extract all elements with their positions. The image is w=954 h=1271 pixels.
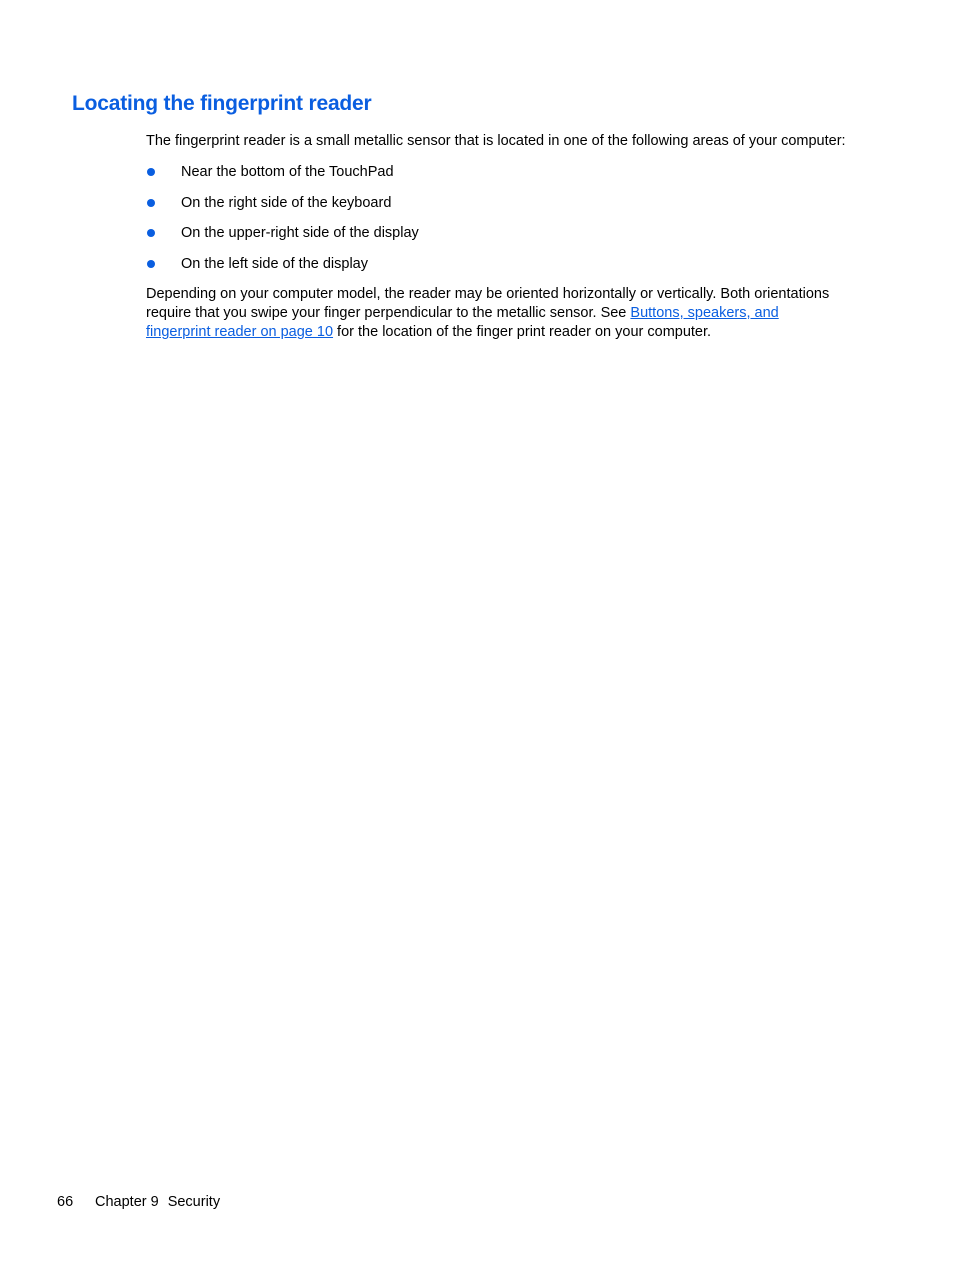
paragraph-text: require that you swipe your finger perpendicular to the metallic sensor. See [146,305,631,321]
bullet-icon [147,168,155,176]
paragraph-line: Depending on your computer model, the reader may be oriented horizontally or vertically. Both orientations [146,286,830,302]
chapter-label: Chapter 9 [95,1194,159,1210]
paragraph-line [146,323,886,342]
chapter-title: Security [167,1194,221,1210]
list-item-text: On the right side of the keyboard [181,194,392,211]
list-item-text: On the upper-right side of the display [181,225,419,241]
page-number: 66 [57,1194,74,1210]
list-item-text: Near the bottom of the TouchPad [181,164,394,180]
paragraph-line [146,304,886,323]
list-item-text: On the left side of the display [181,255,368,272]
orientation-paragraph [146,285,886,342]
intro-paragraph: The fingerprint reader is a small metallic sensor that is located in one of the following areas of your computer: [146,133,846,149]
paragraph-text: for the location of the finger print reader on your computer. [333,324,712,340]
fingerprint-reader-page-link[interactable]: fingerprint reader on page 10 [146,324,334,340]
bullet-icon [147,199,155,207]
section-heading: Locating the fingerprint reader [72,92,372,115]
bullet-icon [147,229,155,237]
page-footer [57,1193,220,1212]
bullet-icon [147,260,155,268]
buttons-speakers-link[interactable]: Buttons, speakers, and [630,305,779,321]
